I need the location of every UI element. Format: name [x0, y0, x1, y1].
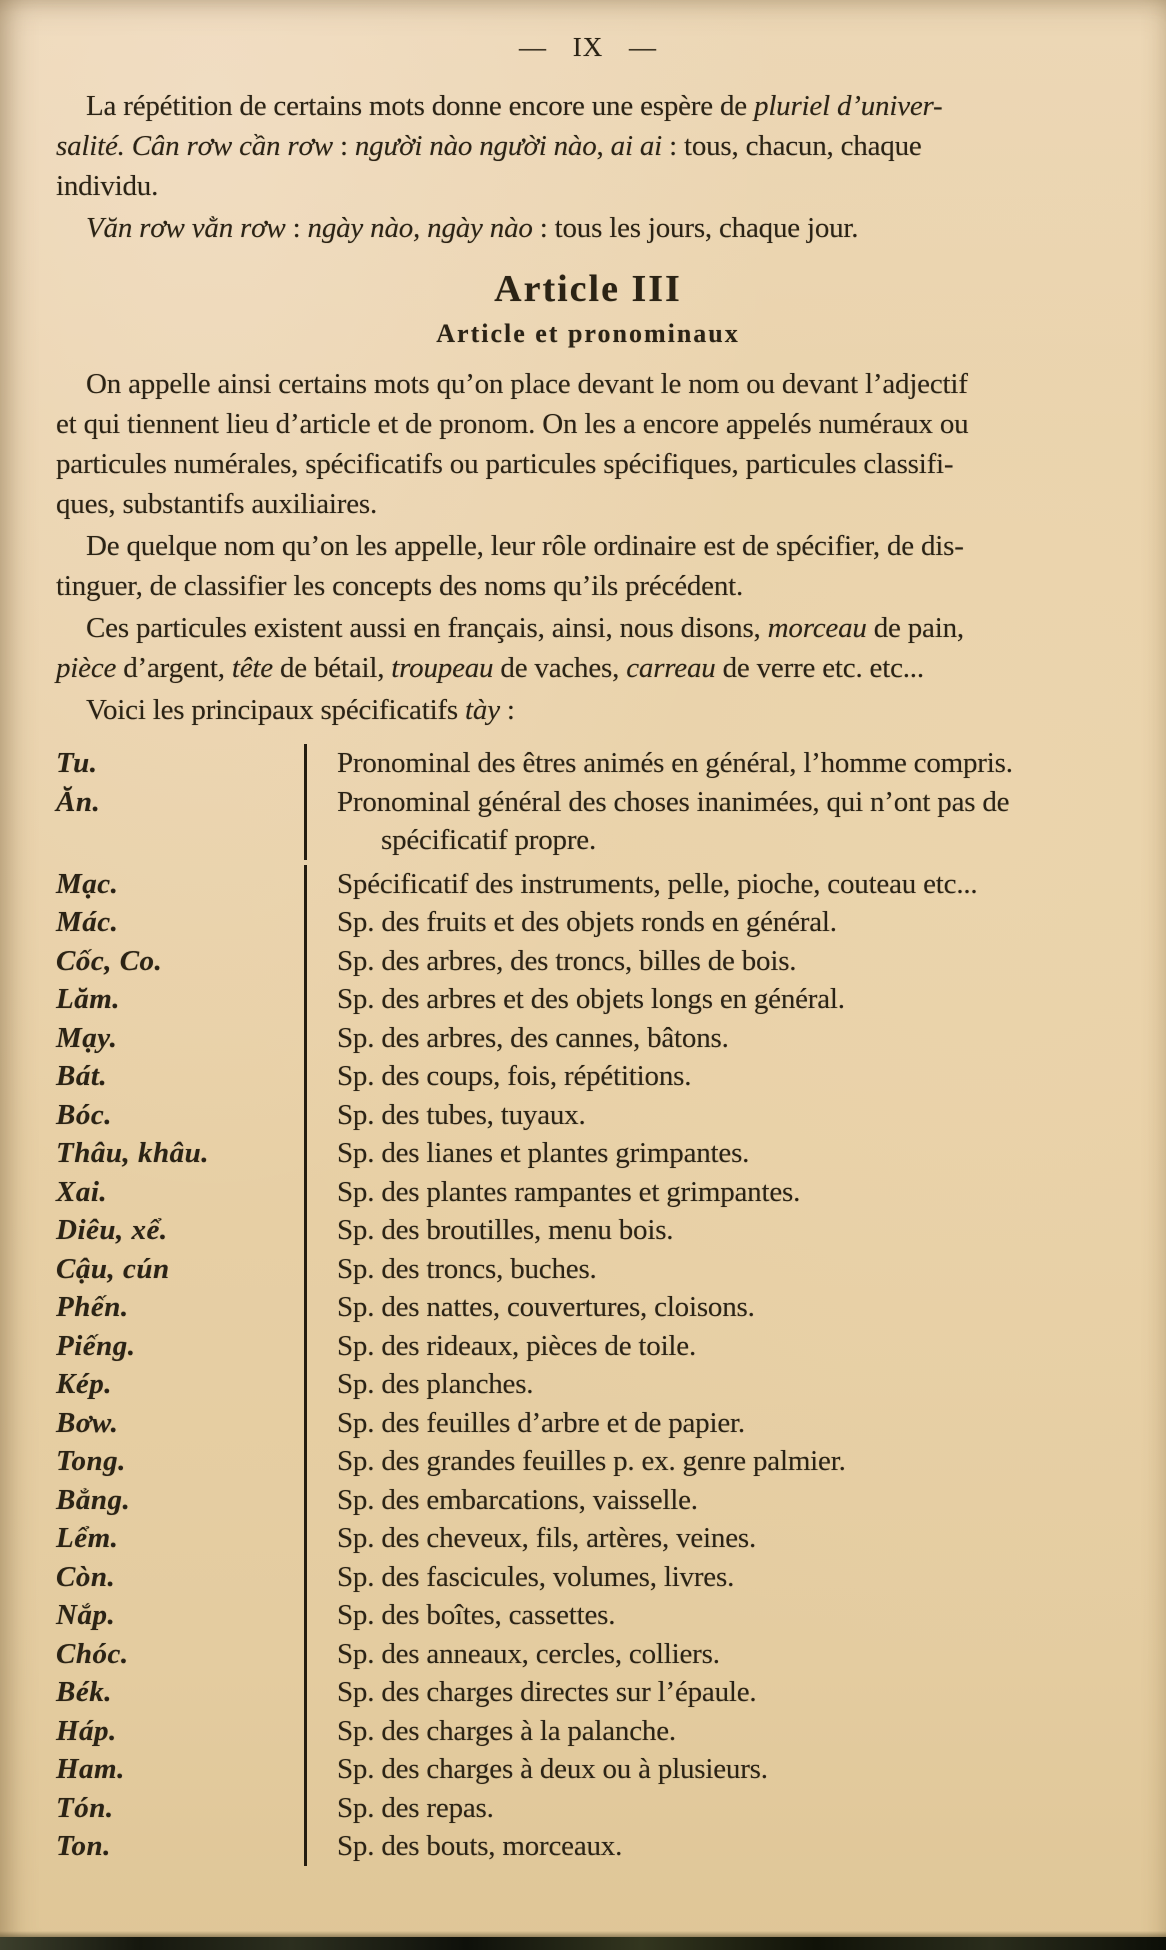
definition-line: Sp. des arbres et des objets longs en général.	[337, 983, 845, 1015]
specifier-term: Cốc, Co.	[56, 944, 163, 977]
text-run: de bétail,	[272, 652, 392, 684]
table-row	[56, 1211, 1120, 1250]
specifier-definition	[304, 1596, 1120, 1635]
specifier-term: Còn.	[56, 1560, 116, 1593]
text-line	[56, 526, 1120, 566]
specifier-definition	[304, 783, 1120, 860]
table-row	[56, 1789, 1120, 1828]
definition-line: Sp. des boîtes, cassettes.	[337, 1599, 616, 1631]
scan-edge-bottom	[0, 1937, 1166, 1950]
text-run: :	[499, 694, 515, 726]
specifier-term: Cậu, cún	[56, 1252, 170, 1285]
text-run: On appelle ainsi certains mots qu’on place devant le nom ou devant l’adjectif	[86, 368, 968, 400]
specifier-definition	[304, 865, 1120, 904]
paragraph	[56, 526, 1120, 606]
text-line	[56, 208, 1120, 248]
italic-run: người nào người nào	[354, 130, 597, 162]
specifier-definition	[304, 980, 1120, 1019]
paragraph	[56, 364, 1120, 524]
specifier-definition	[304, 1635, 1120, 1674]
text-run: : tous, chacun, chaque	[662, 130, 922, 162]
definition-line: Sp. des embarcations, vaisselle.	[337, 1483, 698, 1516]
table-row	[56, 1173, 1120, 1212]
specifier-term: Kép.	[56, 1368, 112, 1400]
specifier-definition	[304, 1750, 1120, 1789]
text-run: d’argent,	[116, 652, 232, 684]
italic-run: carreau	[626, 652, 716, 684]
intro-paragraphs	[56, 86, 1120, 248]
specifier-definition	[304, 1250, 1120, 1289]
text-line	[56, 608, 1120, 648]
specifier-term: Mác.	[56, 906, 119, 938]
definition-line: Sp. des repas.	[337, 1791, 494, 1824]
specifier-definition	[304, 1827, 1120, 1866]
paragraph	[56, 690, 1120, 730]
specifier-term: Bơw.	[56, 1406, 119, 1439]
definition-line: Sp. des nattes, couvertures, cloisons.	[337, 1291, 755, 1323]
text-run: Voici les principaux spécificatifs	[86, 694, 466, 726]
text-line	[56, 444, 1120, 484]
text-run: :	[285, 212, 308, 244]
table-row	[56, 865, 1120, 904]
definition-line: Sp. des arbres, des troncs, billes de bois.	[337, 944, 797, 977]
article-subheading: Article et pronominaux	[436, 319, 740, 348]
definition-line: Sp. des cheveux, fils, artères, veines.	[337, 1522, 757, 1554]
text-line	[56, 166, 1120, 206]
text-run: particules numérales, spécificatifs ou particules spécifiques, particules classifi-	[56, 448, 954, 480]
table-row	[56, 1019, 1120, 1058]
specifier-term: Bát.	[56, 1060, 108, 1092]
specifier-definition	[304, 1019, 1120, 1058]
specifier-definition	[304, 1057, 1120, 1096]
specifier-definition	[304, 903, 1120, 942]
definition-line: Sp. des broutilles, menu bois.	[337, 1214, 674, 1246]
table-row	[56, 980, 1120, 1019]
body-paragraphs	[56, 364, 1120, 730]
specifier-definition	[304, 1712, 1120, 1751]
specifier-definition	[304, 1173, 1120, 1212]
table-row	[56, 1635, 1120, 1674]
specifier-term: Mạy.	[56, 1021, 118, 1054]
table-row	[56, 1712, 1120, 1751]
specifier-definition	[304, 1134, 1120, 1173]
text-run: : tous les jours, chaque jour.	[532, 212, 859, 244]
italic-run: tày	[465, 694, 500, 726]
text-run: de vaches,	[493, 652, 627, 684]
table-row	[56, 1288, 1120, 1327]
definition-line: Sp. des grandes feuilles p. ex. genre palmier.	[337, 1445, 846, 1477]
text-line	[56, 86, 1120, 126]
definition-line: Sp. des plantes rampantes et grimpantes.	[337, 1175, 801, 1208]
text-line	[56, 690, 1120, 730]
definition-line: Sp. des troncs, buches.	[337, 1252, 597, 1285]
text-run: ques, substantifs auxiliaires.	[56, 488, 378, 520]
table-row	[56, 744, 1120, 783]
paragraph	[56, 208, 1120, 248]
table-row	[56, 783, 1120, 860]
specifier-term: Tón.	[56, 1791, 114, 1824]
table-row	[56, 1327, 1120, 1366]
table-row	[56, 1442, 1120, 1481]
table-row	[56, 1558, 1120, 1597]
text-run: individu.	[56, 170, 159, 202]
specifier-definition	[304, 1558, 1120, 1597]
definition-line: Sp. des anneaux, cercles, colliers.	[337, 1637, 720, 1670]
specifier-term: Ton.	[56, 1830, 111, 1862]
italic-run: Văn rơw vằn rơw	[86, 212, 286, 244]
definition-line: Sp. des tubes, tuyaux.	[337, 1098, 586, 1131]
specifier-term: Diêu, xể.	[56, 1214, 168, 1246]
text-run: De quelque nom qu’on les appelle, leur rôle ordinaire est de spécifier, de dis-	[86, 530, 964, 562]
italic-run: pièce	[56, 652, 117, 684]
definition-line: Pronominal général des choses inanimées, qui n’ont pas de	[337, 785, 1010, 818]
definition-line: Sp. des arbres, des cannes, bâtons.	[337, 1021, 729, 1054]
article-heading: Article III	[494, 268, 682, 310]
text-line	[56, 484, 1120, 524]
text-run: :	[332, 130, 355, 162]
italic-run: salité. Cân rơw cần rơw	[56, 130, 333, 162]
specifier-term: Nắp.	[56, 1599, 116, 1631]
definition-line: Sp. des lianes et plantes grimpantes.	[337, 1137, 750, 1169]
definition-line: Spécificatif des instruments, pelle, pioche, couteau etc...	[337, 867, 978, 900]
specifier-definition	[304, 1096, 1120, 1135]
specifier-definition	[304, 1481, 1120, 1520]
page-number: — IX —	[519, 32, 657, 62]
specifier-term: Lăm.	[56, 983, 121, 1015]
table-row	[56, 942, 1120, 981]
specifier-term: Tong.	[56, 1445, 126, 1477]
table-row	[56, 1827, 1120, 1866]
definition-line: Sp. des fruits et des objets ronds en général.	[337, 906, 837, 938]
specifier-term: Phến.	[56, 1291, 129, 1323]
specifier-term: Ăn.	[56, 785, 101, 818]
definition-line: spécificatif propre.	[381, 824, 597, 856]
text-line	[56, 126, 1120, 166]
table-row	[56, 1596, 1120, 1635]
specifier-definition	[304, 1519, 1120, 1558]
specifier-term: Lểm.	[56, 1522, 119, 1554]
definition-line: Sp. des charges à deux ou à plusieurs.	[337, 1753, 768, 1785]
definition-line: Pronominal des êtres animés en général, l’homme compris.	[337, 747, 1013, 779]
definition-line: Sp. des fascicules, volumes, livres.	[337, 1560, 735, 1593]
specifier-term: Bék.	[56, 1676, 112, 1708]
specifier-term: Ham.	[56, 1753, 125, 1785]
italic-run: tête	[231, 652, 273, 684]
definition-line: Sp. des charges à la palanche.	[337, 1714, 676, 1747]
specifier-term: Tu.	[56, 747, 98, 779]
text-run: La répétition de certains mots donne encore une espère de	[86, 90, 755, 122]
specifier-definition	[304, 1404, 1120, 1443]
specifier-term: Xai.	[56, 1175, 108, 1208]
specifier-term: Piếng.	[56, 1329, 136, 1362]
specifier-term: Bóc.	[56, 1098, 112, 1131]
paragraph	[56, 86, 1120, 206]
definition-line: Sp. des charges directes sur l’épaule.	[337, 1676, 757, 1708]
italic-run: morceau	[767, 612, 867, 644]
table-row	[56, 903, 1120, 942]
definition-line: Sp. des bouts, morceaux.	[337, 1830, 623, 1862]
paragraph	[56, 608, 1120, 688]
text-run: tinguer, de classifier les concepts des noms qu’ils précédent.	[56, 570, 744, 602]
specifier-term: Thâu, khâu.	[56, 1137, 209, 1169]
table-row	[56, 1057, 1120, 1096]
table-row	[56, 1250, 1120, 1289]
table-row	[56, 1519, 1120, 1558]
specifier-definition	[304, 1442, 1120, 1481]
text-run: Ces particules existent aussi en français, ainsi, nous disons,	[86, 612, 768, 644]
specifier-definition	[304, 942, 1120, 981]
specifier-definition	[304, 1288, 1120, 1327]
specifier-definition	[304, 1211, 1120, 1250]
table-row	[56, 1673, 1120, 1712]
italic-run: ngày nào, ngày nào	[307, 212, 533, 244]
definition-line: Sp. des feuilles d’arbre et de papier.	[337, 1406, 745, 1439]
text-run: et qui tiennent lieu d’article et de pronom. On les a encore appelés numéraux ou	[56, 408, 969, 440]
text-run: de verre etc. etc...	[715, 652, 924, 684]
specifier-term: Bẳng.	[56, 1483, 131, 1516]
specifier-definition	[304, 1789, 1120, 1828]
table-row	[56, 1096, 1120, 1135]
text-line	[56, 648, 1120, 688]
italic-run: ai ai	[610, 130, 663, 162]
specifier-term: Chóc.	[56, 1637, 129, 1670]
table-row	[56, 1750, 1120, 1789]
text-line	[56, 404, 1120, 444]
definition-line: Sp. des coups, fois, répétitions.	[337, 1060, 692, 1092]
specifier-definition	[304, 1365, 1120, 1404]
specifier-definition	[304, 1673, 1120, 1712]
specifier-term: Háp.	[56, 1714, 117, 1747]
table-row	[56, 1365, 1120, 1404]
specifier-table	[56, 744, 1120, 1866]
text-line	[56, 566, 1120, 606]
italic-run: troupeau	[391, 652, 494, 684]
text-run: ,	[596, 130, 611, 162]
italic-run: pluriel d’univer-	[754, 90, 943, 122]
text-run: de pain,	[866, 612, 964, 644]
specifier-definition	[304, 1327, 1120, 1366]
text-line	[56, 364, 1120, 404]
specifier-definition	[304, 744, 1120, 783]
definition-line: Sp. des rideaux, pièces de toile.	[337, 1329, 697, 1362]
table-row	[56, 1134, 1120, 1173]
specifier-term: Mạc.	[56, 867, 119, 900]
definition-line: Sp. des planches.	[337, 1368, 534, 1400]
table-row	[56, 1481, 1120, 1520]
table-row	[56, 1404, 1120, 1443]
